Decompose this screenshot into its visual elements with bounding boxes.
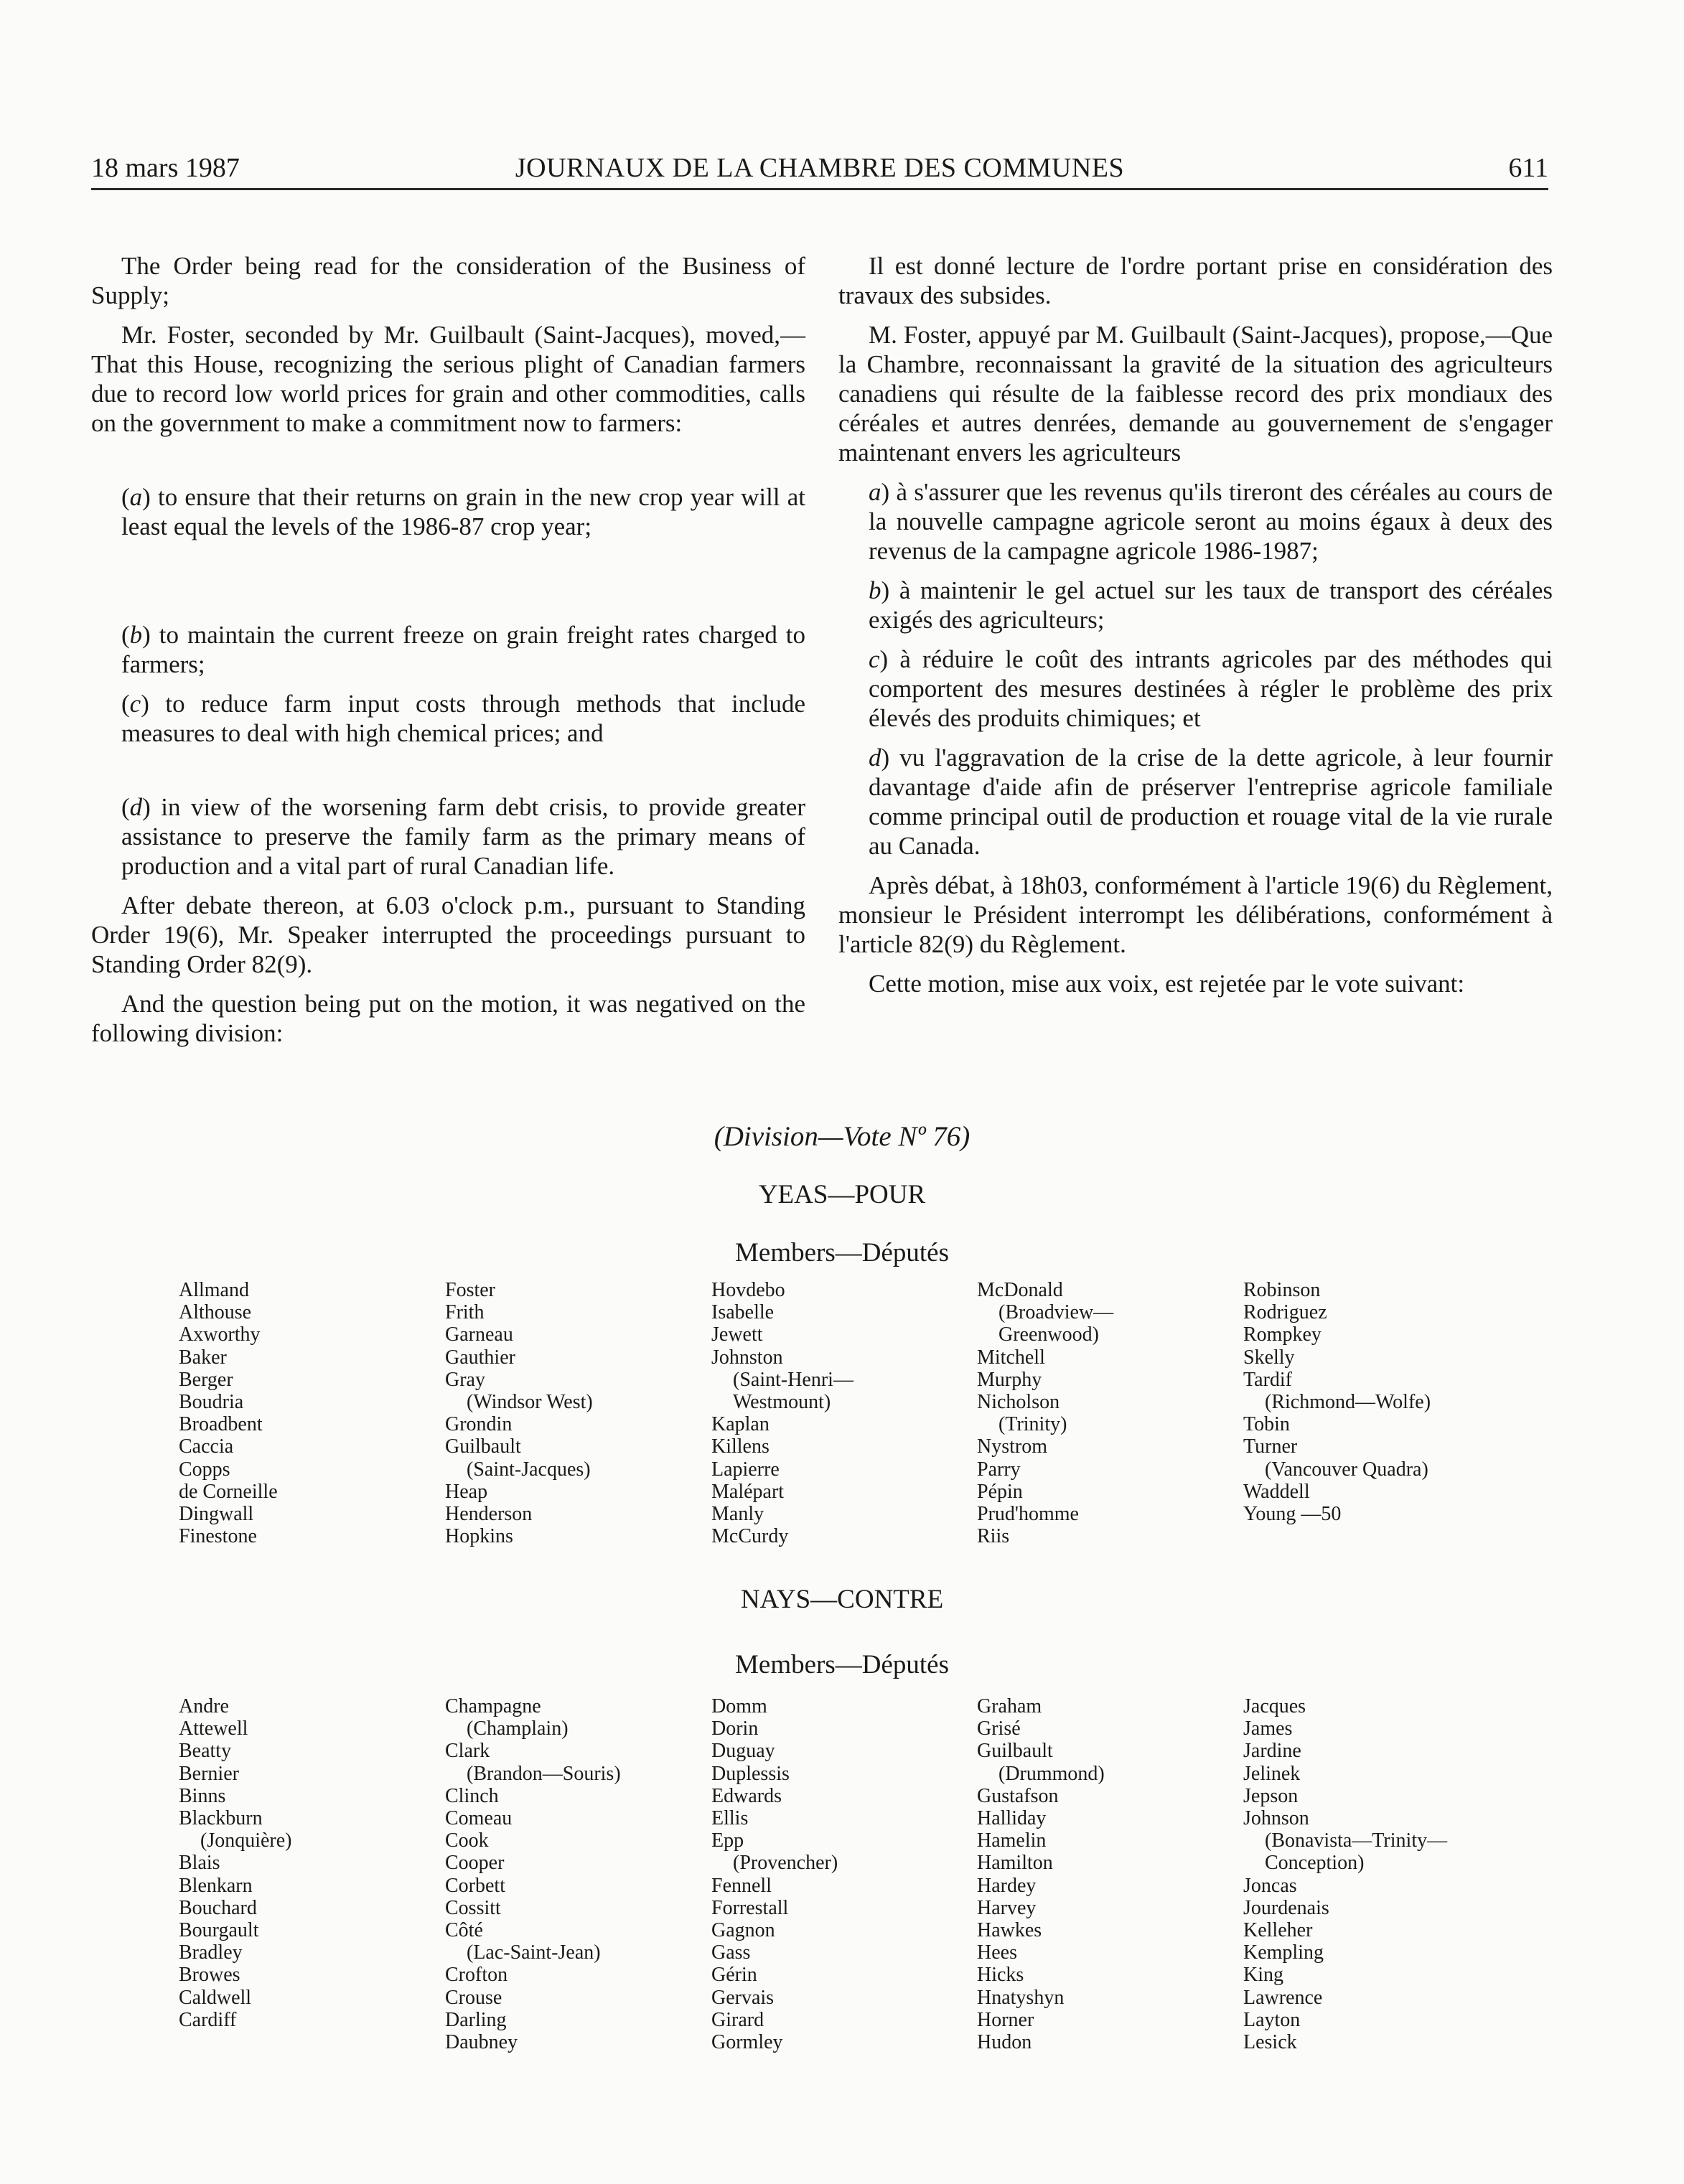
member-name: Broadbent xyxy=(179,1413,263,1436)
member-name: (Jonquière) xyxy=(200,1829,292,1852)
member-name: Guilbault xyxy=(445,1435,521,1458)
yeas-column-5 xyxy=(1243,1279,1431,1525)
member-name: Hicks xyxy=(977,1964,1024,1987)
member-name: Johnston xyxy=(711,1346,783,1369)
member-name: Bourgault xyxy=(179,1919,259,1942)
member-name: (Saint-Henri— xyxy=(733,1368,853,1391)
en-item-d-text: in view of the worsening farm debt crisis, to provide greater assistance to preserve the family farm as the primary means of production and a vital part of rural Canadian life. xyxy=(121,793,806,880)
member-name: Champagne xyxy=(445,1695,541,1717)
en-order-read: The Order being read for the consideration of the Business of Supply; xyxy=(91,252,805,309)
member-name: Jacques xyxy=(1243,1695,1306,1717)
member-name: Harvey xyxy=(977,1896,1037,1919)
member-name: de Corneille xyxy=(179,1480,278,1503)
member-name: Gass xyxy=(711,1941,751,1964)
member-name: Heap xyxy=(445,1480,488,1503)
member-name: Bernier xyxy=(179,1762,239,1785)
member-name: Guilbault xyxy=(977,1740,1053,1763)
member-name: Joncas xyxy=(1243,1874,1297,1897)
member-name: Hamelin xyxy=(977,1829,1047,1852)
member-name: Jepson xyxy=(1243,1784,1299,1807)
member-name: Riis xyxy=(977,1525,1010,1548)
member-name: Cossitt xyxy=(445,1896,501,1919)
member-name: Graham xyxy=(977,1695,1042,1717)
member-name: Cardiff xyxy=(179,2008,237,2031)
en-item-c-letter: c xyxy=(129,690,141,718)
member-name: Waddell xyxy=(1243,1480,1310,1503)
member-name: Hudon xyxy=(977,2031,1032,2054)
member-name: Nystrom xyxy=(977,1435,1047,1458)
member-name: Halliday xyxy=(977,1807,1047,1830)
member-name: Manly xyxy=(711,1503,764,1526)
en-item-b-text: to maintain the current freeze on grain freight rates charged to farmers; xyxy=(121,621,805,678)
member-name: Clinch xyxy=(445,1784,499,1807)
member-name: Murphy xyxy=(977,1368,1042,1391)
member-name: Greenwood) xyxy=(998,1323,1099,1346)
member-name: (Champlain) xyxy=(467,1717,569,1740)
en-question-put: And the question being put on the motion, it was negatived on the following division: xyxy=(91,990,805,1047)
en-item-b-letter: b xyxy=(129,621,143,649)
member-name: Andre xyxy=(179,1695,229,1717)
member-name: Prud'homme xyxy=(977,1503,1079,1526)
member-name: Hamilton xyxy=(977,1852,1053,1875)
member-name: Caccia xyxy=(179,1435,234,1458)
member-name: Hawkes xyxy=(977,1919,1042,1942)
fr-order-read: Il est donné lecture de l'ordre portant prise en considération des travaux des subsides. xyxy=(838,252,1553,309)
nays-column-1 xyxy=(179,1695,292,2031)
yeas-members-heading: Members—Députés xyxy=(735,1238,949,1267)
member-name: Skelly xyxy=(1243,1346,1295,1369)
member-name: Hopkins xyxy=(445,1525,513,1548)
member-name: Conception) xyxy=(1265,1852,1365,1875)
member-name: Pépin xyxy=(977,1480,1023,1503)
member-name: Gervais xyxy=(711,1986,775,2009)
member-name: (Saint-Jacques) xyxy=(467,1458,591,1481)
member-name: Dingwall xyxy=(179,1503,254,1526)
member-name: Althouse xyxy=(179,1301,252,1324)
member-name: Isabelle xyxy=(711,1301,775,1324)
member-name: Layton xyxy=(1243,2008,1301,2031)
member-name: Rodriguez xyxy=(1243,1301,1327,1324)
member-name: Nicholson xyxy=(977,1391,1060,1414)
member-name: Caldwell xyxy=(179,1986,252,2009)
fr-item-b-letter: b xyxy=(869,576,881,604)
member-name: Jewett xyxy=(711,1323,763,1346)
member-name: Côté xyxy=(445,1919,483,1942)
member-name: Grisé xyxy=(977,1717,1021,1740)
member-name: Rompkey xyxy=(1243,1323,1322,1346)
member-name: Gray xyxy=(445,1368,485,1391)
fr-item-a-text: à s'assurer que les revenus qu'ils tireront des céréales au cours de la nouvelle campagne agricole seront au moins égaux à deux des revenus de la campagne agricole 1986-1987; xyxy=(869,478,1553,565)
fr-item-d-text: vu l'aggravation de la crise de la dette agricole, à leur fournir davantage d'aide afin de préserver l'entreprise agricole familiale comme principal outil de production et rouage vital de la vie rurale au Canada. xyxy=(869,744,1553,860)
fr-item-d-letter: d xyxy=(869,744,881,772)
member-name: (Provencher) xyxy=(733,1852,838,1875)
member-name: Gustafson xyxy=(977,1784,1059,1807)
member-name: Gérin xyxy=(711,1964,757,1987)
member-name: Killens xyxy=(711,1435,770,1458)
member-name: Binns xyxy=(179,1784,226,1807)
member-name: Blais xyxy=(179,1852,220,1875)
member-name: Daubney xyxy=(445,2031,518,2054)
nays-column-2 xyxy=(445,1695,621,2053)
yeas-column-2 xyxy=(445,1279,593,1547)
member-name: Tobin xyxy=(1243,1413,1290,1436)
member-name: Fennell xyxy=(711,1874,772,1897)
member-name: Robinson xyxy=(1243,1279,1321,1301)
header-rule xyxy=(91,188,1548,190)
yeas-column-4 xyxy=(977,1279,1113,1547)
fr-item-c-letter: c xyxy=(869,645,880,673)
member-name: Frith xyxy=(445,1301,485,1324)
journal-title: JOURNAUX DE LA CHAMBRE DES COMMUNES xyxy=(515,153,1125,183)
yeas-column-1 xyxy=(179,1279,278,1547)
member-name: Darling xyxy=(445,2008,507,2031)
division-heading: (Division—Vote Nº 76) xyxy=(714,1121,970,1152)
french-column xyxy=(838,251,1553,1008)
nays-heading: NAYS—CONTRE xyxy=(740,1585,944,1614)
member-name: Lawrence xyxy=(1243,1986,1323,2009)
en-motion-intro: Mr. Foster, seconded by Mr. Guilbault (Saint-Jacques), moved,—That this House, recognizing the serious plight of Canadian farmers due to record low world prices for grain and other commodities, calls on the government to make a commitment now to farmers: xyxy=(91,321,805,437)
member-name: Westmount) xyxy=(733,1391,831,1414)
member-name: Young —50 xyxy=(1243,1503,1342,1526)
fr-item-b-text: à maintenir le gel actuel sur les taux de transport des céréales exigés des agriculteurs; xyxy=(869,576,1553,634)
yeas-heading: YEAS—POUR xyxy=(758,1180,926,1209)
nays-column-4 xyxy=(977,1695,1105,2053)
member-name: Hardey xyxy=(977,1874,1037,1897)
member-name: Clark xyxy=(445,1740,490,1763)
member-name: Foster xyxy=(445,1279,495,1301)
member-name: Girard xyxy=(711,2008,764,2031)
en-item-c: (c) to reduce farm input costs through methods that include measures to deal with high chemical prices; and xyxy=(121,690,806,747)
page-header xyxy=(91,148,1548,188)
member-name: Blenkarn xyxy=(179,1874,253,1897)
member-name: Allmand xyxy=(179,1279,249,1301)
en-item-a-text: to ensure that their returns on grain in the new crop year will at least equal the levels of the 1986-87 crop year; xyxy=(121,483,806,540)
member-name: Hees xyxy=(977,1941,1017,1964)
member-name: Kelleher xyxy=(1243,1919,1313,1942)
member-name: Forrestall xyxy=(711,1896,789,1919)
fr-item-b: b) à maintenir le gel actuel sur les taux de transport des céréales exigés des agriculteurs; xyxy=(869,576,1553,634)
member-name: Boudria xyxy=(179,1391,244,1414)
fr-item-d: d) vu l'aggravation de la crise de la dette agricole, à leur fournir davantage d'aide afin de préserver l'entreprise agricole familiale comme principal outil de production et rouage vital de la vie rurale au Canada. xyxy=(869,744,1553,860)
member-name: Gauthier xyxy=(445,1346,515,1369)
page-number: 611 xyxy=(1508,153,1548,183)
member-name: (Windsor West) xyxy=(467,1391,593,1414)
member-name: Crouse xyxy=(445,1986,502,2009)
member-name: Parry xyxy=(977,1458,1021,1481)
en-item-a-letter: a xyxy=(129,483,143,511)
member-name: (Richmond—Wolfe) xyxy=(1265,1391,1431,1414)
member-name: Kaplan xyxy=(711,1413,770,1436)
member-name: McCurdy xyxy=(711,1525,789,1548)
fr-after-debate: Après débat, à 18h03, conformément à l'article 19(6) du Règlement, monsieur le Président interrompt les délibérations, conformément à l'article 82(9) du Règlement. xyxy=(838,871,1553,958)
nays-column-3 xyxy=(711,1695,838,2053)
member-name: Jourdenais xyxy=(1243,1896,1329,1919)
en-after-debate: After debate thereon, at 6.03 o'clock p.m., pursuant to Standing Order 19(6), Mr. Speaker interrupted the proceedings pursuant to Standing Order 82(9). xyxy=(91,891,805,978)
member-name: Bradley xyxy=(179,1941,243,1964)
member-name: Grondin xyxy=(445,1413,513,1436)
member-name: Berger xyxy=(179,1368,233,1391)
member-name: Beatty xyxy=(179,1740,232,1763)
member-name: Horner xyxy=(977,2008,1034,2031)
fr-item-c: c) à réduire le coût des intrants agricoles par des méthodes qui comportent des mesures destinées à régler le problème des prix élevés des produits chimiques; et xyxy=(869,645,1553,732)
member-name: Garneau xyxy=(445,1323,513,1346)
member-name: Bouchard xyxy=(179,1896,257,1919)
member-name: (Drummond) xyxy=(998,1762,1105,1785)
member-name: Axworthy xyxy=(179,1323,261,1346)
fr-item-c-text: à réduire le coût des intrants agricoles par des méthodes qui comportent des mesures destinées à régler le problème des prix élevés des produits chimiques; et xyxy=(869,645,1553,732)
en-item-d: (d) in view of the worsening farm debt crisis, to provide greater assistance to preserve the family farm as the primary means of production and a vital part of rural Canadian life. xyxy=(121,793,806,880)
member-name: James xyxy=(1243,1717,1293,1740)
member-name: Cooper xyxy=(445,1852,505,1875)
member-name: Kempling xyxy=(1243,1941,1324,1964)
member-name: Tardif xyxy=(1243,1368,1293,1391)
fr-question-put: Cette motion, mise aux voix, est rejetée par le vote suivant: xyxy=(869,970,1465,998)
yeas-column-3 xyxy=(711,1279,853,1547)
member-name: Crofton xyxy=(445,1964,508,1987)
nays-column-5 xyxy=(1243,1695,1447,2053)
member-name: King xyxy=(1243,1964,1283,1987)
fr-item-a: a) à s'assurer que les revenus qu'ils tireront des céréales au cours de la nouvelle campagne agricole seront au moins égaux à deux des revenus de la campagne agricole 1986-1987; xyxy=(869,478,1553,565)
member-name: Copps xyxy=(179,1458,230,1481)
member-name: Turner xyxy=(1243,1435,1298,1458)
member-name: Edwards xyxy=(711,1784,782,1807)
member-name: Ellis xyxy=(711,1807,749,1830)
nays-members-heading: Members—Députés xyxy=(735,1650,949,1679)
fr-motion-intro: M. Foster, appuyé par M. Guilbault (Saint-Jacques), propose,—Que la Chambre, reconnaissant la gravité de la situation des agriculteurs canadiens qui résulte de la faiblesse record des prix mondiaux des céréales et autres denrées, demande au gouvernement de s'engager maintenant envers les agriculteurs xyxy=(838,321,1553,467)
english-column xyxy=(91,251,805,1058)
member-name: Dorin xyxy=(711,1717,759,1740)
member-name: (Trinity) xyxy=(998,1413,1067,1436)
en-item-a: (a) to ensure that their returns on grain in the new crop year will at least equal the levels of the 1986-87 crop year; xyxy=(121,483,806,540)
member-name: Baker xyxy=(179,1346,227,1369)
member-name: Blackburn xyxy=(179,1807,263,1830)
member-name: Hnatyshyn xyxy=(977,1986,1065,2009)
member-name: Finestone xyxy=(179,1525,257,1548)
member-name: Malépart xyxy=(711,1480,785,1503)
member-name: Domm xyxy=(711,1695,767,1717)
en-item-b: (b) to maintain the current freeze on grain freight rates charged to farmers; xyxy=(121,621,805,678)
member-name: McDonald xyxy=(977,1279,1063,1301)
member-name: Lapierre xyxy=(711,1458,780,1481)
member-name: Comeau xyxy=(445,1807,513,1830)
en-item-d-letter: d xyxy=(129,793,143,821)
member-name: Jelinek xyxy=(1243,1762,1301,1785)
member-name: Epp xyxy=(711,1829,744,1852)
member-name: Henderson xyxy=(445,1503,533,1526)
fr-item-a-letter: a xyxy=(869,478,881,506)
en-item-c-text: to reduce farm input costs through methods that include measures to deal with high chemical prices; and xyxy=(121,690,806,747)
member-name: Cook xyxy=(445,1829,489,1852)
member-name: Mitchell xyxy=(977,1346,1045,1369)
member-name: Hovdebo xyxy=(711,1279,785,1301)
member-name: Johnson xyxy=(1243,1807,1309,1830)
member-name: (Broadview— xyxy=(998,1301,1114,1324)
member-name: Lesick xyxy=(1243,2031,1297,2054)
member-name: Jardine xyxy=(1243,1740,1301,1763)
member-name: Browes xyxy=(179,1964,240,1987)
member-name: Gormley xyxy=(711,2031,783,2054)
member-name: (Vancouver Quadra) xyxy=(1265,1458,1428,1481)
member-name: Corbett xyxy=(445,1874,505,1897)
member-name: Attewell xyxy=(179,1717,248,1740)
member-name: Gagnon xyxy=(711,1919,775,1942)
member-name: (Lac-Saint-Jean) xyxy=(467,1941,601,1964)
member-name: (Brandon—Souris) xyxy=(467,1762,621,1785)
member-name: (Bonavista—Trinity— xyxy=(1265,1829,1448,1852)
member-name: Duguay xyxy=(711,1740,775,1763)
header-date: 18 mars 1987 xyxy=(91,153,240,183)
member-name: Duplessis xyxy=(711,1762,790,1785)
